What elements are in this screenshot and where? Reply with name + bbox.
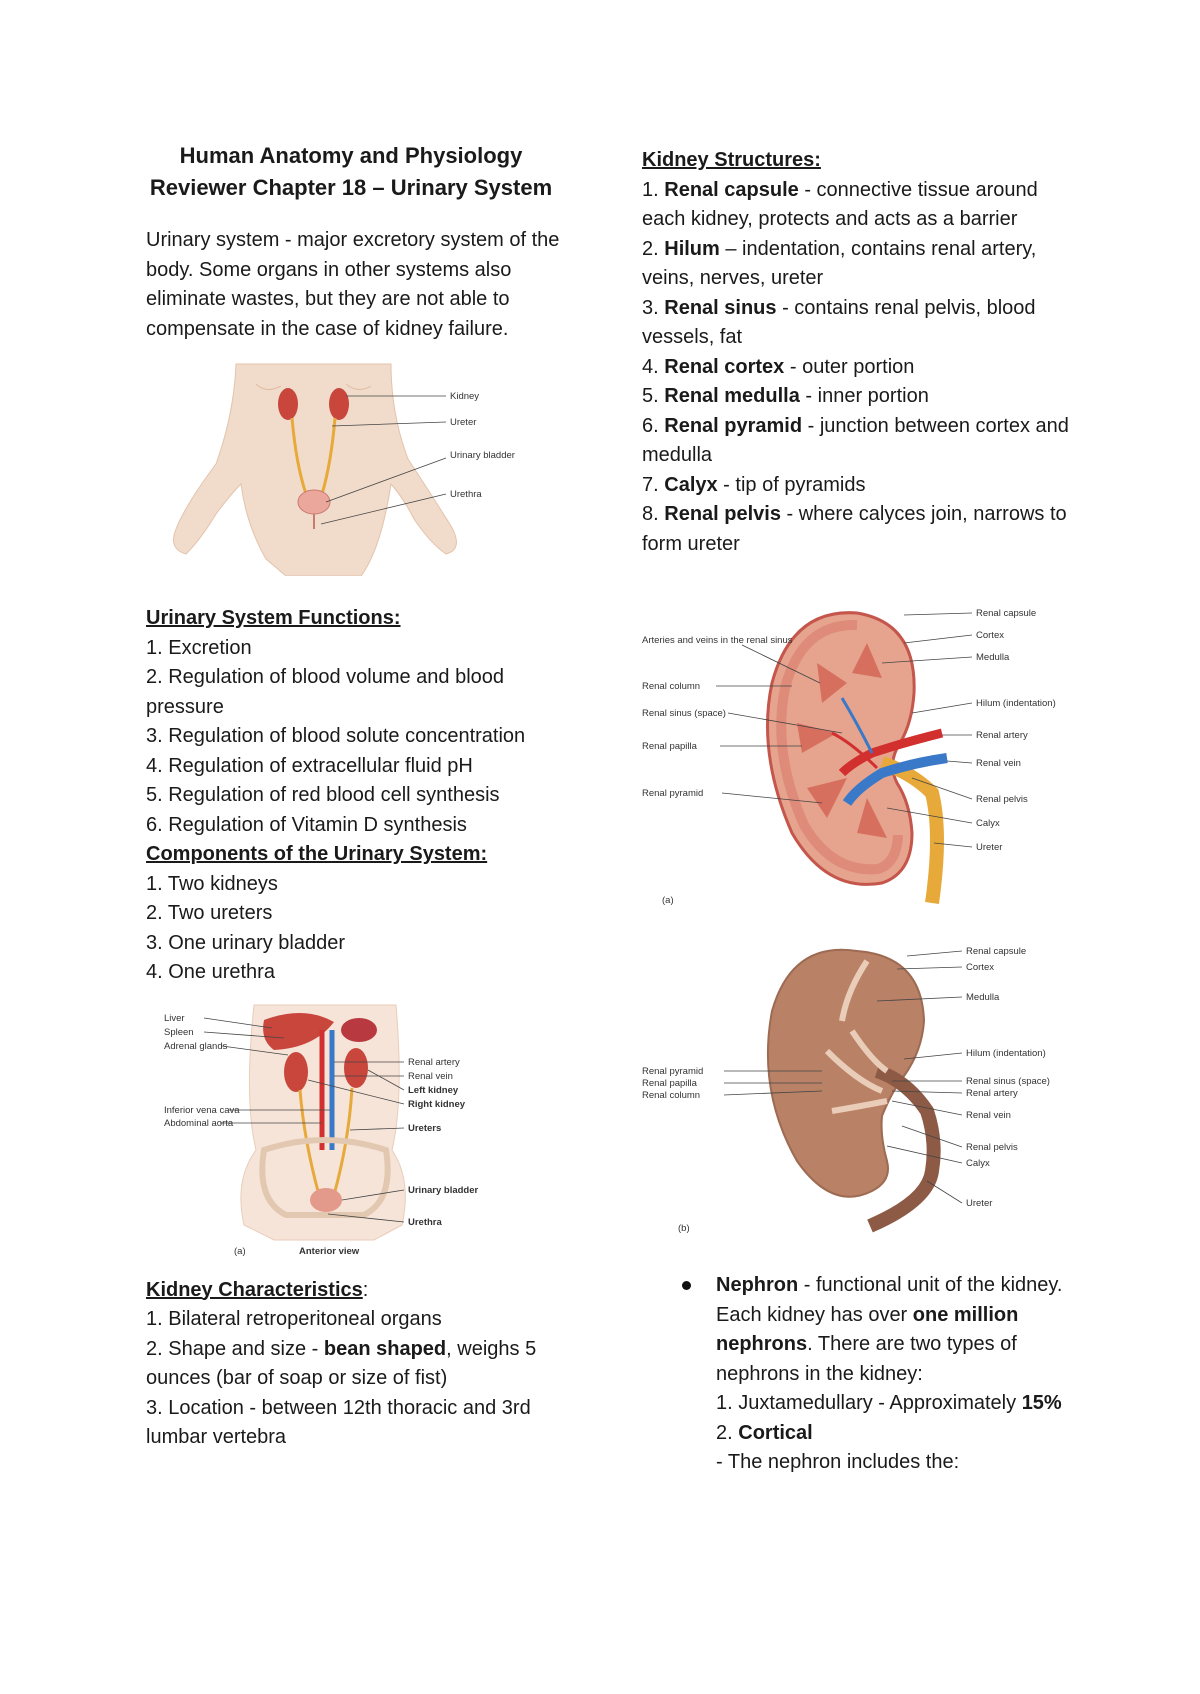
list-item: 1. Two kidneys (146, 872, 278, 895)
structures-heading: Kidney Structures: (642, 149, 821, 171)
characteristics-heading: Kidney Characteristics (146, 1278, 363, 1301)
fig-abdomen-label-ureters: Ureters (408, 1122, 442, 1134)
fig-kidney-a-label-renal-pelvis: Renal pelvis (976, 794, 1028, 805)
fig-kidney-a-label-renal-vein: Renal vein (976, 758, 1021, 769)
kidney-section-illustration (642, 603, 1072, 913)
list-item: 3. Renal sinus - contains renal pelvis, blood vessels, fat (642, 296, 1036, 348)
functions-section (146, 604, 566, 840)
components-section (146, 840, 566, 988)
list-item: 4. Regulation of extracellular fluid pH (146, 754, 473, 777)
fig-kidney-a-label-renal-sinus: Renal sinus (space) (642, 708, 726, 719)
fig-kidney-a-label-hilum: Hilum (indentation) (976, 698, 1056, 709)
fig-abdomen-caption: Anterior view (299, 1245, 360, 1257)
fig-abdomen-label-urethra: Urethra (408, 1216, 442, 1228)
fig-kidney-b-label-renal-papilla: Renal papilla (642, 1078, 697, 1089)
nephron-includes: - The nephron includes the: (716, 1451, 960, 1473)
fig-kidney-a-panel: (a) (662, 895, 674, 906)
fig-body-label-bladder: Urinary bladder (450, 450, 515, 461)
list-item: 1. Renal capsule - connective tissue around each kidney, protects and acts as a barrier (642, 178, 1038, 230)
abdominal-anterior-view-figure (164, 1000, 494, 1260)
fig-kidney-b-label-renal-artery: Renal artery (966, 1088, 1018, 1099)
list-item: 2. Cortical (716, 1421, 813, 1444)
bullet-icon (682, 1281, 691, 1290)
fig-kidney-a-label-calyx: Calyx (976, 818, 1000, 829)
list-item: 1. Excretion (146, 636, 252, 659)
functions-heading: Urinary System Functions: (146, 607, 401, 629)
list-item: 2. Hilum – indentation, contains renal artery, veins, nerves, ureter (642, 237, 1037, 289)
fig-body-label-kidney: Kidney (450, 391, 480, 402)
fig-kidney-a-label-renal-artery: Renal artery (976, 730, 1028, 741)
fig-abdomen-label-ivc: Inferior vena cava (164, 1104, 240, 1116)
fig-kidney-b-label-ureter: Ureter (966, 1198, 993, 1209)
fig-abdomen-label-liver: Liver (164, 1012, 185, 1024)
page-title: Human Anatomy and Physiology Reviewer Chapter 18 – Urinary System (149, 143, 553, 200)
fig-kidney-a-label-renal-pyramid: Renal pyramid (642, 788, 704, 799)
fig-kidney-b-label-renal-pyramid: Renal pyramid (642, 1066, 704, 1077)
fig-kidney-b-panel: (b) (678, 1223, 690, 1234)
urinary-system-body-figure (146, 354, 566, 576)
right-column (642, 146, 1072, 1478)
fig-abdomen-label-spleen: Spleen (164, 1026, 194, 1038)
kidney-left-shape (278, 388, 298, 420)
fig-kidney-a-label-medulla: Medulla (976, 652, 1010, 663)
fig-kidney-b-label-calyx: Calyx (966, 1158, 990, 1169)
list-item: 3. Location - between 12th thoracic and 3rd lumbar vertebra (146, 1396, 531, 1448)
characteristics-colon: : (362, 1278, 369, 1301)
list-item: 8. Renal pelvis - where calyces join, narrows to form ureter (642, 503, 1067, 555)
fig-kidney-b-label-renal-pelvis: Renal pelvis (966, 1142, 1018, 1153)
list-item: 4. One urethra (146, 961, 275, 983)
list-item: 2. Two ureters (146, 902, 273, 924)
nephron-section (642, 1271, 1076, 1478)
list-item: 1. Bilateral retroperitoneal organs (146, 1308, 442, 1330)
list-item: 7. Calyx - tip of pyramids (642, 473, 866, 496)
list-item: 1. Juxtamedullary - Approximately 15% (716, 1392, 1062, 1414)
intro-paragraph: Urinary system - major excretory system of the body. Some organs in other systems also eliminate wastes, but they are not able to compensate in the case of kidney failure. (146, 229, 560, 340)
fig-body-label-ureter: Ureter (450, 417, 477, 428)
fig-abdomen-label-left-kidney: Left kidney (408, 1084, 459, 1096)
fig-abdomen-label-bladder: Urinary bladder (408, 1184, 479, 1196)
fig-kidney-a-label-arteries-veins: Arteries and veins in the renal sinus (642, 635, 793, 646)
fig-kidney-b-label-renal-column: Renal column (642, 1090, 701, 1101)
fig-kidney-b-label-cortex: Cortex (966, 962, 994, 973)
fig-kidney-a-label-renal-papilla: Renal papilla (642, 741, 697, 752)
fig-kidney-a-label-cortex: Cortex (976, 630, 1004, 641)
nephron-paragraph: Nephron - functional unit of the kidney. Each kidney has over one million nephrons. There are two types of nephrons in the kidney: (716, 1274, 1063, 1385)
list-item: 3. One urinary bladder (146, 931, 346, 954)
components-heading: Components of the Urinary System: (146, 843, 488, 865)
fig-kidney-b-label-renal-sinus: Renal sinus (space) (966, 1076, 1050, 1087)
kidney-right-shape (329, 388, 349, 420)
fig-body-label-urethra: Urethra (450, 489, 482, 500)
fig-abdomen-label-renal-vein: Renal vein (408, 1070, 453, 1082)
fig-kidney-a-label-capsule: Renal capsule (976, 608, 1037, 619)
kidney-section-photo (642, 941, 1072, 1241)
fig-kidney-a-label-renal-column: Renal column (642, 681, 701, 692)
list-item: 3. Regulation of blood solute concentration (146, 725, 526, 747)
characteristics-section (146, 1276, 566, 1453)
fig-kidney-b-label-renal-vein: Renal vein (966, 1110, 1011, 1121)
fig-abdomen-panel: (a) (234, 1245, 246, 1257)
left-column (146, 140, 566, 1453)
fig-abdomen-label-renal-artery: Renal artery (408, 1056, 460, 1068)
list-item: 5. Renal medulla - inner portion (642, 385, 929, 407)
fig-abdomen-label-aorta: Abdominal aorta (164, 1117, 234, 1129)
list-item: 5. Regulation of red blood cell synthesis (146, 784, 500, 806)
fig-kidney-b-label-medulla: Medulla (966, 992, 1000, 1003)
fig-abdomen-label-adrenal: Adrenal glands (164, 1040, 228, 1052)
fig-kidney-a-label-ureter: Ureter (976, 842, 1003, 853)
list-item: 6. Renal pyramid - junction between cortex and medulla (642, 414, 1069, 466)
fig-kidney-b-label-capsule: Renal capsule (966, 946, 1027, 957)
fig-abdomen-label-right-kidney: Right kidney (408, 1098, 466, 1110)
list-item: 6. Regulation of Vitamin D synthesis (146, 813, 467, 836)
fig-kidney-b-label-hilum: Hilum (indentation) (966, 1048, 1046, 1059)
list-item: 2. Shape and size - bean shaped, weighs 5 ounces (bar of soap or size of fist) (146, 1337, 537, 1389)
list-item: 2. Regulation of blood volume and blood pressure (146, 666, 505, 718)
list-item: 4. Renal cortex - outer portion (642, 355, 915, 378)
